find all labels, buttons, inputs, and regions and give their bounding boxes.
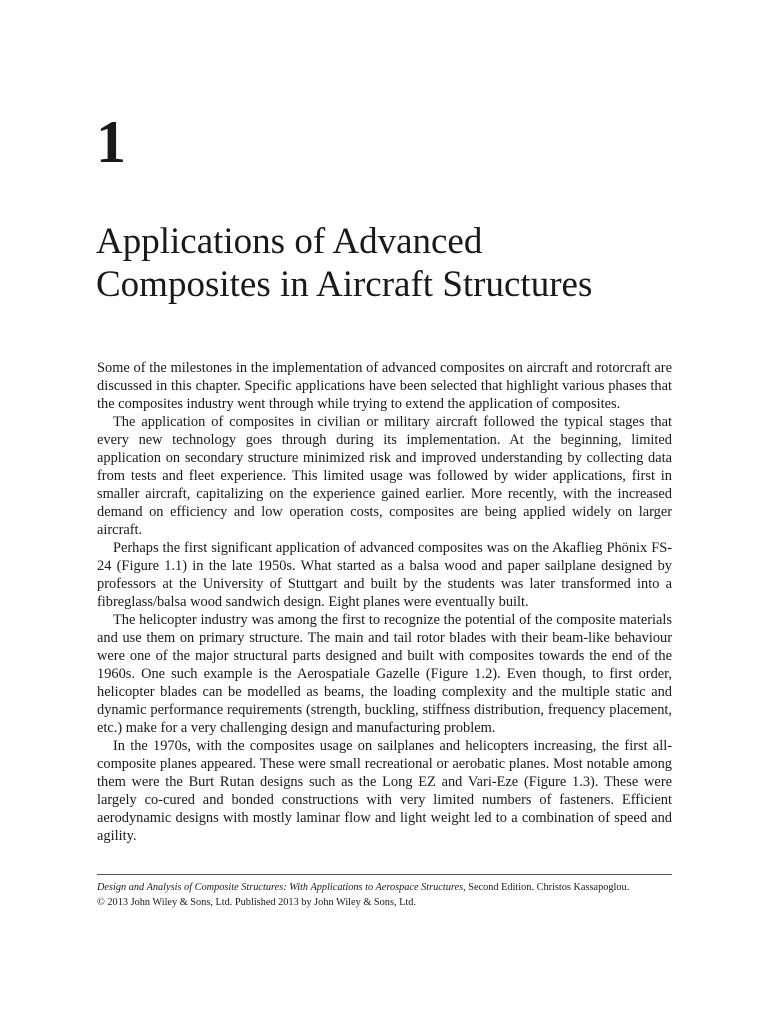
- chapter-title-line: Applications of Advanced: [96, 221, 483, 262]
- paragraph: In the 1970s, with the composites usage on sailplanes and helicopters increasing, the first all-composite planes appeared. These were small recreational or aerobatic planes. Most notable among them were the Burt Rutan designs such as the Long EZ and Vari-Eze (Figure 1.3). These were largely co-cured and bonded constructions with very limited numbers of fasteners. Efficient aerodynamic designs with mostly laminar flow and light weight led to a combination of speed and agility.: [97, 738, 672, 844]
- chapter-body: [97, 359, 672, 845]
- paragraph: Some of the milestones in the implementation of advanced composites on aircraft and rotorcraft are discussed in this chapter. Specific applications have been selected that highlight various phases that the composites industry went through while trying to extend the application of composites.: [97, 360, 672, 412]
- book-title: Design and Analysis of Composite Structures: With Applications to Aerospace Structures: [97, 882, 464, 893]
- edition-author: , Second Edition. Christos Kassapoglou.: [463, 882, 630, 893]
- footnote-divider: [97, 874, 672, 875]
- chapter-title-line: Composites in Aircraft Structures: [96, 264, 593, 305]
- paragraph: The application of composites in civilian or military aircraft followed the typical stages that every new technology goes through during its implementation. At the beginning, limited application on secondary structure minimized risk and improved understanding by collecting data from tests and fleet experience. This limited usage was followed by wider applications, first in smaller aircraft, capitalizing on the experience gained earlier. More recently, with the increased demand on efficiency and low operation costs, composites are being applied widely on larger aircraft.: [97, 414, 672, 538]
- copyright-line: © 2013 John Wiley & Sons, Ltd. Published 2013 by John Wiley & Sons, Ltd.: [97, 897, 416, 908]
- paragraph: Perhaps the first significant application of advanced composites was on the Akaflieg Phönix FS-24 (Figure 1.1) in the late 1950s. What started as a balsa wood and paper sailplane designed by professors at the University of Stuttgart and built by the students was later transformed into a fibreglass/balsa wood sandwich design. Eight planes were eventually built.: [97, 540, 672, 610]
- citation-line: [97, 880, 672, 895]
- chapter-title: [96, 220, 696, 306]
- footnote: [97, 880, 672, 910]
- chapter-number: 1: [96, 109, 126, 175]
- paragraph: The helicopter industry was among the first to recognize the potential of the composite materials and use them on primary structure. The main and tail rotor blades with their beam-like behaviour were one of the major structural parts designed and built with composites towards the end of the 1960s. One such example is the Aerospatiale Gazelle (Figure 1.2). Even though, to first order, helicopter blades can be modelled as beams, the loading complexity and the multiple static and dynamic performance requirements (strength, buckling, stiffness distribution, frequency placement, etc.) make for a very challenging design and manufacturing problem.: [97, 612, 672, 736]
